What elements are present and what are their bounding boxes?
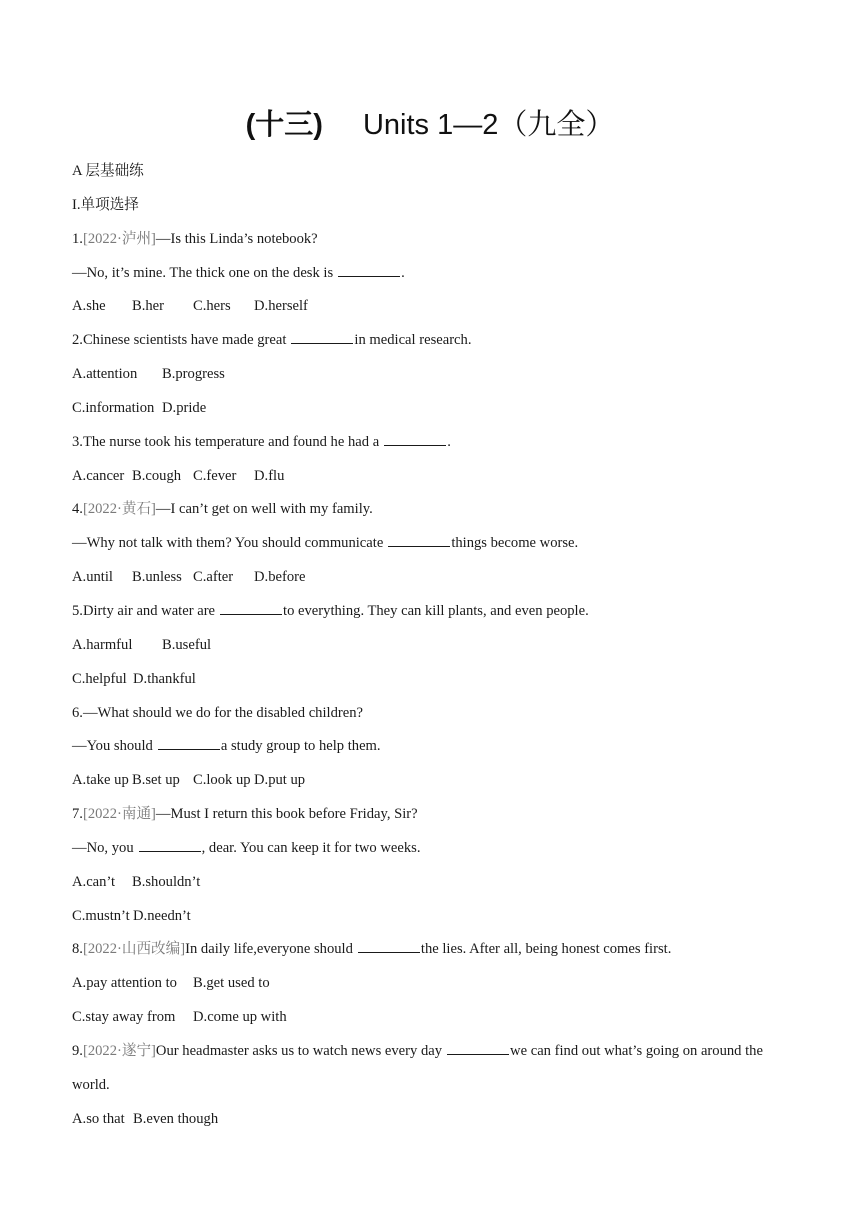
option-c[interactable]: C.mustn’t	[72, 907, 130, 924]
question-5-stem: 5.Dirty air and water are to everything. They can kill plants, and even people.	[72, 602, 589, 619]
option-a[interactable]: A.harmful	[72, 636, 133, 653]
question-1-options	[72, 292, 792, 326]
option-b[interactable]: B.get used to	[193, 975, 270, 992]
question-9-stem: 9.[2022·遂宁]Our headmaster asks us to watch news every day we can find out what’s going on around the	[72, 1042, 763, 1059]
answer-blank[interactable]	[220, 603, 282, 615]
title-number: (十三)	[245, 109, 323, 141]
option-d[interactable]: D.come up with	[193, 1009, 287, 1026]
option-c[interactable]: C.information	[72, 399, 155, 416]
option-a[interactable]: A.cancer	[72, 467, 125, 484]
question-5-options-row1	[72, 631, 792, 665]
option-d[interactable]: D.put up	[254, 772, 306, 789]
answer-blank[interactable]	[358, 941, 420, 953]
option-b[interactable]: B.set up	[132, 772, 180, 789]
page-title	[0, 102, 860, 143]
answer-blank[interactable]	[139, 840, 201, 852]
option-a[interactable]: A.pay attention to	[72, 975, 177, 992]
option-c[interactable]: C.fever	[193, 467, 237, 484]
question-1-reply: —No, it’s mine. The thick one on the desk is .	[72, 264, 405, 281]
question-8-options-row1	[72, 969, 792, 1003]
option-a[interactable]: A.so that	[72, 1110, 125, 1127]
option-a[interactable]: A.take up	[72, 772, 129, 789]
option-d[interactable]: D.herself	[254, 298, 308, 315]
question-9-stem-continued: world.	[72, 1076, 110, 1093]
option-d[interactable]: D.needn’t	[133, 907, 191, 924]
option-b[interactable]: B.unless	[132, 569, 182, 586]
question-source: [2022·黄石]	[82, 501, 156, 518]
question-6-reply: —You should a study group to help them.	[72, 738, 381, 755]
answer-blank[interactable]	[384, 434, 446, 446]
question-9-options-row1	[72, 1105, 792, 1139]
answer-blank[interactable]	[388, 535, 450, 547]
option-b[interactable]: B.her	[132, 298, 165, 315]
question-source: [2022·南通]	[82, 806, 156, 823]
question-source: [2022·山西改编]	[82, 941, 186, 958]
option-b[interactable]: B.even though	[133, 1110, 219, 1127]
option-d[interactable]: D.flu	[254, 467, 285, 484]
question-7-stem: 7.[2022·南通]—Must I return this book before Friday, Sir?	[72, 806, 418, 823]
answer-blank[interactable]	[447, 1043, 509, 1055]
question-source: [2022·遂宁]	[82, 1042, 156, 1059]
question-4-options	[72, 563, 792, 597]
answer-blank[interactable]	[158, 738, 220, 750]
question-7-options-row1	[72, 868, 792, 902]
question-8-stem: 8.[2022·山西改编]In daily life,everyone should the lies. After all, being honest comes first.	[72, 941, 672, 958]
question-2-stem: 2.Chinese scientists have made great in medical research.	[72, 332, 472, 349]
section-heading: A 层基础练	[72, 163, 144, 179]
option-a[interactable]: A.can’t	[72, 873, 116, 890]
option-a[interactable]: A.attention	[72, 366, 138, 383]
question-3-options	[72, 462, 792, 496]
question-7-reply: —No, you , dear. You can keep it for two weeks.	[72, 839, 421, 856]
option-c[interactable]: C.stay away from	[72, 1009, 176, 1026]
option-a[interactable]: A.she	[72, 298, 106, 315]
option-c[interactable]: C.after	[193, 569, 234, 586]
option-d[interactable]: D.thankful	[133, 670, 196, 687]
question-1-stem: 1.[2022·泸州]—Is this Linda’s notebook?	[72, 230, 318, 247]
option-b[interactable]: B.cough	[132, 467, 182, 484]
question-3-stem: 3.The nurse took his temperature and found he had a .	[72, 433, 451, 450]
question-5-options-row2	[72, 665, 792, 699]
option-c[interactable]: C.hers	[193, 298, 231, 315]
question-2-options-row1	[72, 360, 792, 394]
option-c[interactable]: C.look up	[193, 772, 251, 789]
option-b[interactable]: B.useful	[162, 636, 212, 653]
part-heading: I.单项选择	[72, 196, 139, 213]
question-4-reply: —Why not talk with them? You should communicate things become worse.	[72, 535, 579, 552]
option-a[interactable]: A.until	[72, 569, 113, 586]
option-d[interactable]: D.before	[254, 569, 306, 586]
option-c[interactable]: C.helpful	[72, 670, 127, 687]
answer-blank[interactable]	[338, 265, 400, 277]
question-8-options-row2	[72, 1003, 792, 1037]
answer-blank[interactable]	[291, 332, 353, 344]
question-2-options-row2	[72, 394, 792, 428]
title-text: Units 1—2（九全）	[362, 109, 615, 141]
option-b[interactable]: B.shouldn’t	[132, 873, 201, 890]
question-6-stem: 6.—What should we do for the disabled children?	[72, 704, 363, 721]
question-6-options	[72, 766, 792, 800]
question-list	[72, 157, 792, 1138]
question-4-stem: 4.[2022·黄石]—I can’t get on well with my family.	[72, 501, 373, 518]
question-source: [2022·泸州]	[82, 230, 156, 247]
option-d[interactable]: D.pride	[162, 399, 207, 416]
question-7-options-row2	[72, 902, 792, 936]
option-b[interactable]: B.progress	[162, 366, 225, 383]
